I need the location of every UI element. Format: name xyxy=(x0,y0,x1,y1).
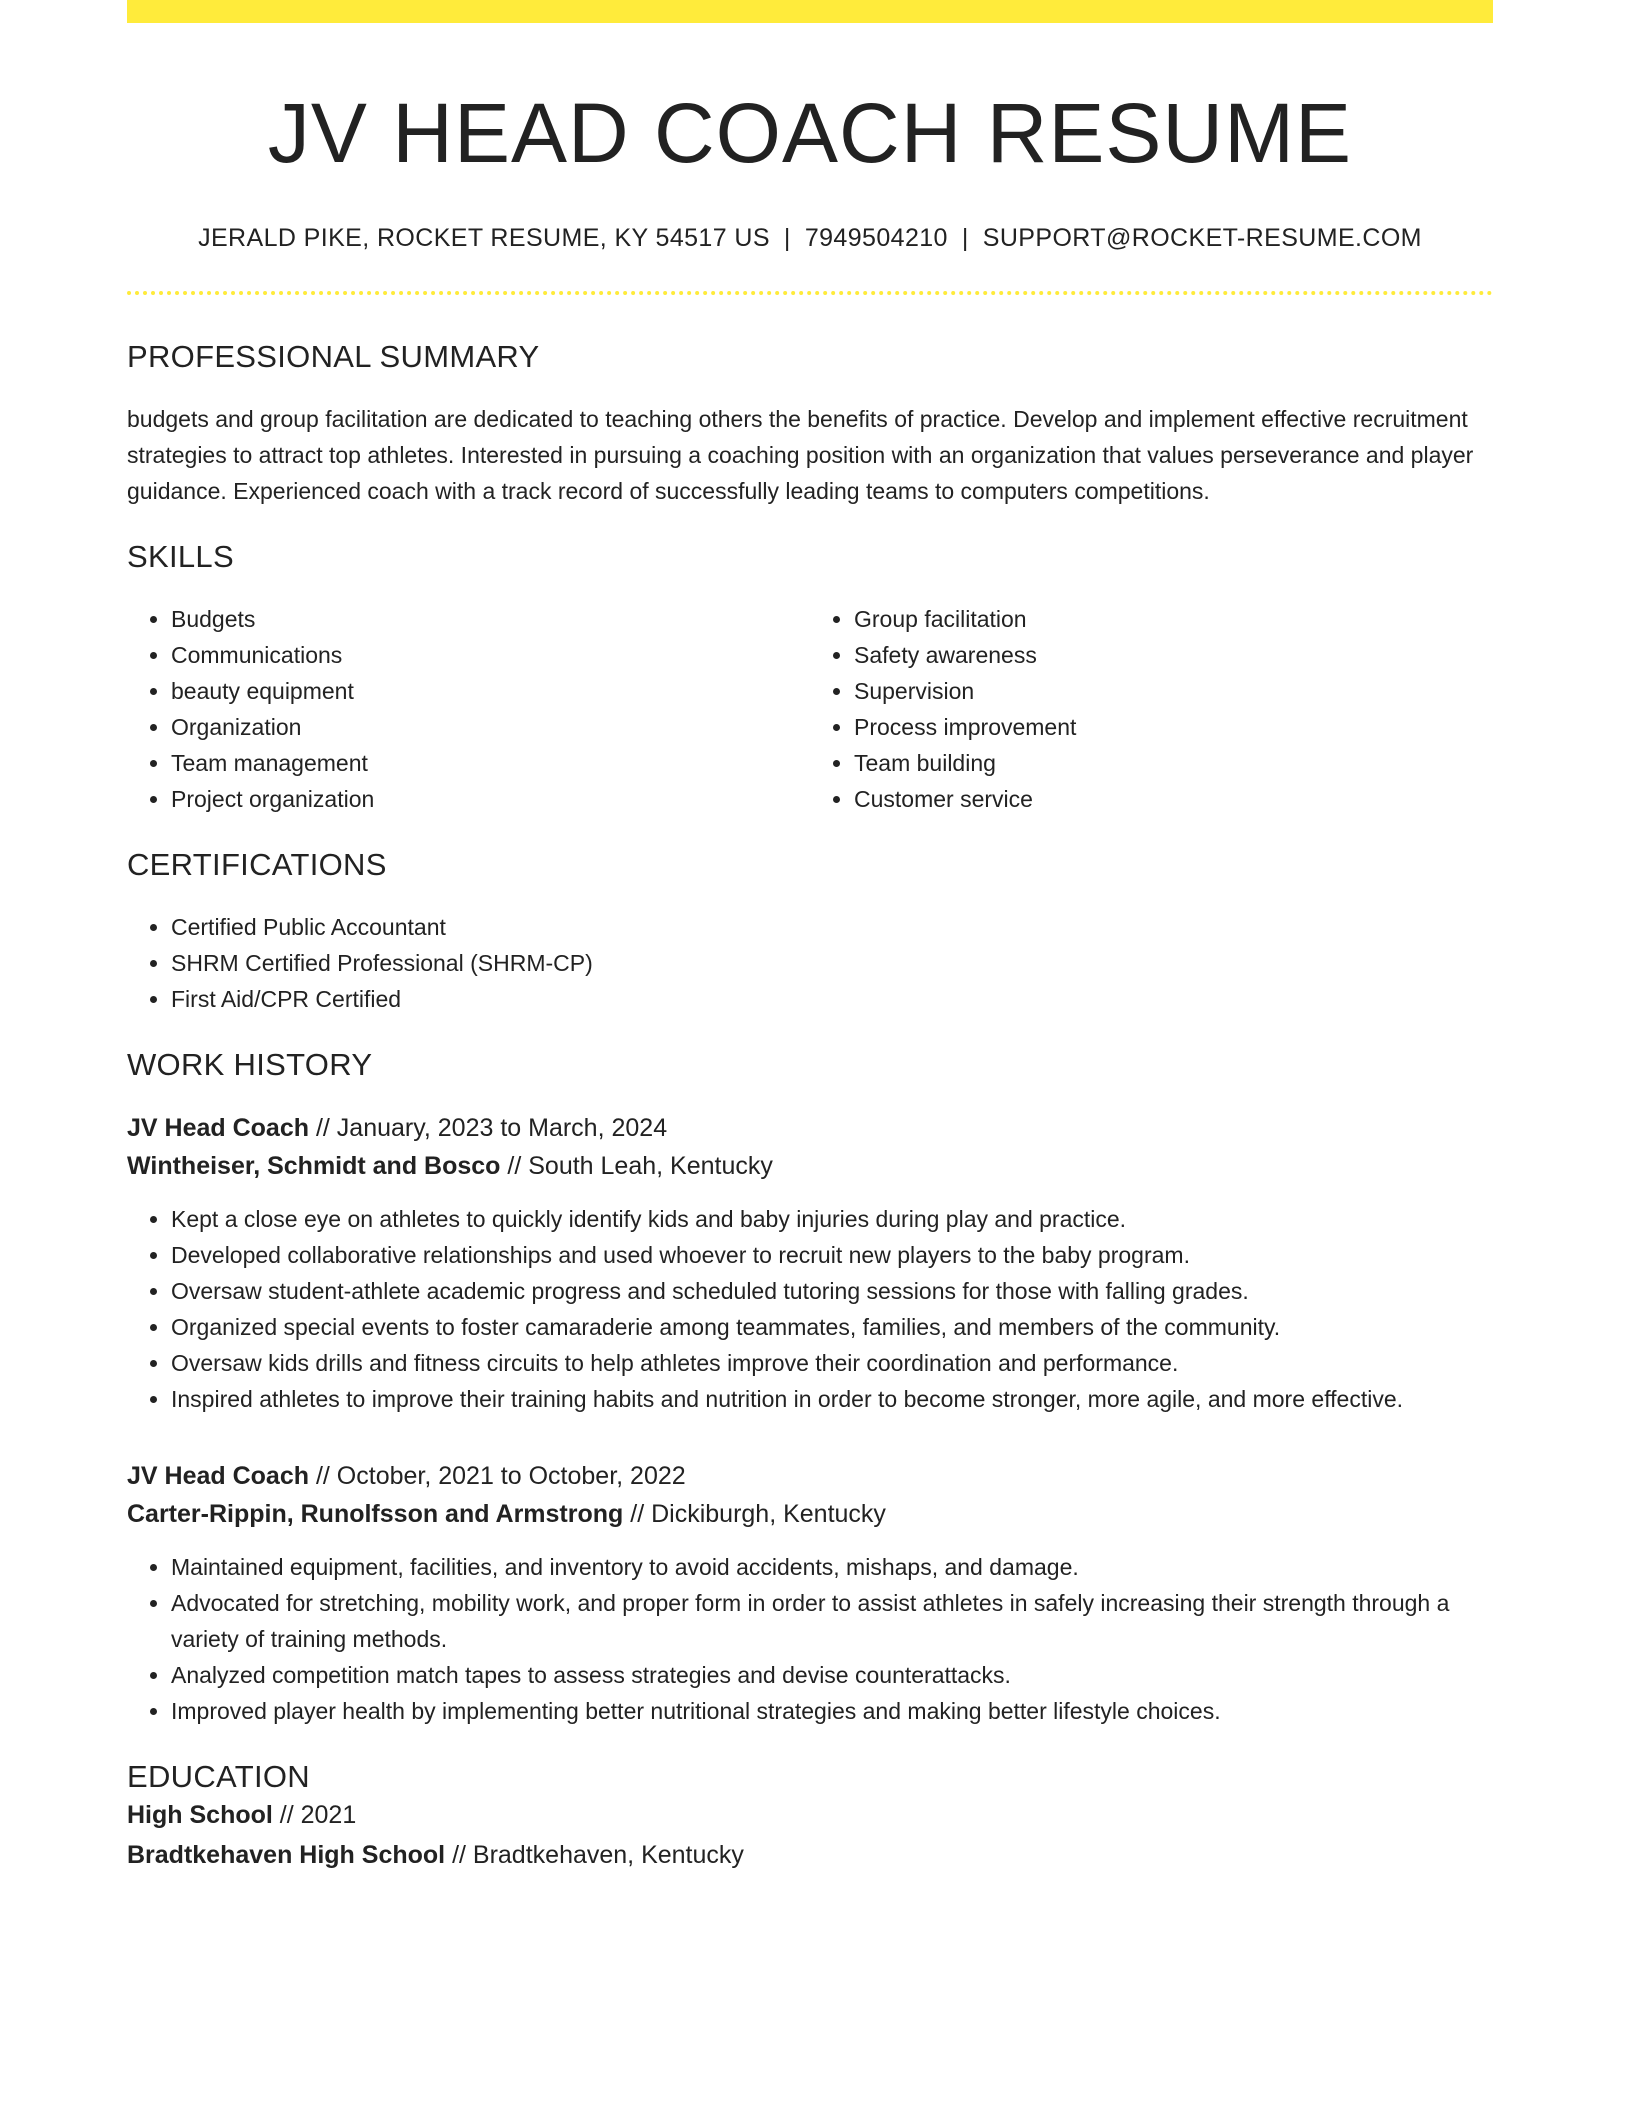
job-bullet: • Advocated for stretching, mobility work, and proper form in order to assist athletes in safely increasing their strength through a variety of training methods. xyxy=(171,1585,1493,1657)
job-company: Wintheiser, Schmidt and Bosco xyxy=(127,1151,501,1180)
education-school: Bradtkehaven High School xyxy=(127,1840,446,1869)
job-location: // Dickiburgh, Kentucky xyxy=(623,1499,886,1528)
job-dates: // January, 2023 to March, 2024 xyxy=(309,1113,668,1142)
education-degree-line xyxy=(127,1795,1493,1835)
job-bullets xyxy=(127,1201,1493,1417)
certification-item: • Certified Public Accountant xyxy=(171,909,1493,945)
accent-top-bar xyxy=(127,0,1493,23)
job-location: // South Leah, Kentucky xyxy=(500,1151,773,1180)
summary-text: budgets and group facilitation are dedicated to teaching others the benefits of practice. Develop and implement effective recruitment strategies to attract top athletes. Interested in pursuing a coaching position with an organization that values perseverance and player guidance. Experienced coach with a track record of successfully leading teams to computers competitions. xyxy=(127,405,1474,504)
education-degree: High School xyxy=(127,1800,273,1829)
work-history-heading: WORK HISTORY xyxy=(127,1046,373,1082)
skill-item: • Organization xyxy=(171,709,810,745)
job-company-line xyxy=(127,1495,1493,1533)
job-bullet: • Developed collaborative relationships and used whoever to recruit new players to the baby program. xyxy=(171,1237,1493,1273)
education-location: // Bradtkehaven, Kentucky xyxy=(445,1840,744,1869)
skill-item: • Group facilitation xyxy=(854,601,1493,637)
certifications-list xyxy=(127,909,1493,1017)
certification-item: • SHRM Certified Professional (SHRM-CP) xyxy=(171,945,1493,981)
education-heading: EDUCATION xyxy=(127,1758,310,1794)
skill-item: • Team building xyxy=(854,745,1493,781)
job-bullets xyxy=(127,1549,1493,1729)
job-title-line xyxy=(127,1457,1493,1495)
skill-item: • Budgets xyxy=(171,601,810,637)
contact-email: SUPPORT@ROCKET-RESUME.COM xyxy=(982,223,1422,252)
certification-item: • First Aid/CPR Certified xyxy=(171,981,1493,1017)
contact-separator: | xyxy=(961,223,969,252)
contact-separator: | xyxy=(783,223,791,252)
skill-item: • Team management xyxy=(171,745,810,781)
skill-item: • Process improvement xyxy=(854,709,1493,745)
job-company-line xyxy=(127,1147,1493,1185)
dotted-divider xyxy=(127,291,1493,295)
skill-item: • Supervision xyxy=(854,673,1493,709)
skill-item: • Communications xyxy=(171,637,810,673)
resume-content xyxy=(127,23,1493,1875)
job-title: JV Head Coach xyxy=(127,1461,310,1490)
skills-heading: SKILLS xyxy=(127,538,234,574)
job-bullet: • Oversaw student-athlete academic progress and scheduled tutoring sessions for those with falling grades. xyxy=(171,1273,1493,1309)
job-dates: // October, 2021 to October, 2022 xyxy=(309,1461,686,1490)
job-bullet: • Analyzed competition match tapes to assess strategies and devise counterattacks. xyxy=(171,1657,1493,1693)
job-bullet: • Inspired athletes to improve their training habits and nutrition in order to become stronger, more agile, and more effective. xyxy=(171,1381,1493,1417)
job-company: Carter-Rippin, Runolfsson and Armstrong xyxy=(127,1499,624,1528)
skills-grid xyxy=(127,601,1493,817)
job-bullet: • Oversaw kids drills and fitness circuits to help athletes improve their coordination and performance. xyxy=(171,1345,1493,1381)
job-title-line xyxy=(127,1109,1493,1147)
contact-phone: 7949504210 xyxy=(804,223,948,252)
resume-title: JV HEAD COACH RESUME xyxy=(267,86,1353,180)
skills-right-list xyxy=(810,601,1493,817)
job-bullet: • Maintained equipment, facilities, and inventory to avoid accidents, mishaps, and damage. xyxy=(171,1549,1493,1585)
job-bullet: • Improved player health by implementing better nutritional strategies and making better lifestyle choices. xyxy=(171,1693,1493,1729)
education-year: // 2021 xyxy=(272,1800,357,1829)
certifications-heading: CERTIFICATIONS xyxy=(127,846,387,882)
contact-line xyxy=(127,224,1493,253)
skills-left-list xyxy=(127,601,810,817)
skill-item: • Safety awareness xyxy=(854,637,1493,673)
contact-address: JERALD PIKE, ROCKET RESUME, KY 54517 US xyxy=(198,223,770,252)
job-bullet: • Kept a close eye on athletes to quickly identify kids and baby injuries during play and practice. xyxy=(171,1201,1493,1237)
job-title: JV Head Coach xyxy=(127,1113,310,1142)
education-school-line xyxy=(127,1835,1493,1875)
summary-heading: PROFESSIONAL SUMMARY xyxy=(127,338,540,374)
skill-item: • beauty equipment xyxy=(171,673,810,709)
skill-item: • Customer service xyxy=(854,781,1493,817)
skill-item: • Project organization xyxy=(171,781,810,817)
job-bullet: • Organized special events to foster camaraderie among teammates, families, and members of the community. xyxy=(171,1309,1493,1345)
